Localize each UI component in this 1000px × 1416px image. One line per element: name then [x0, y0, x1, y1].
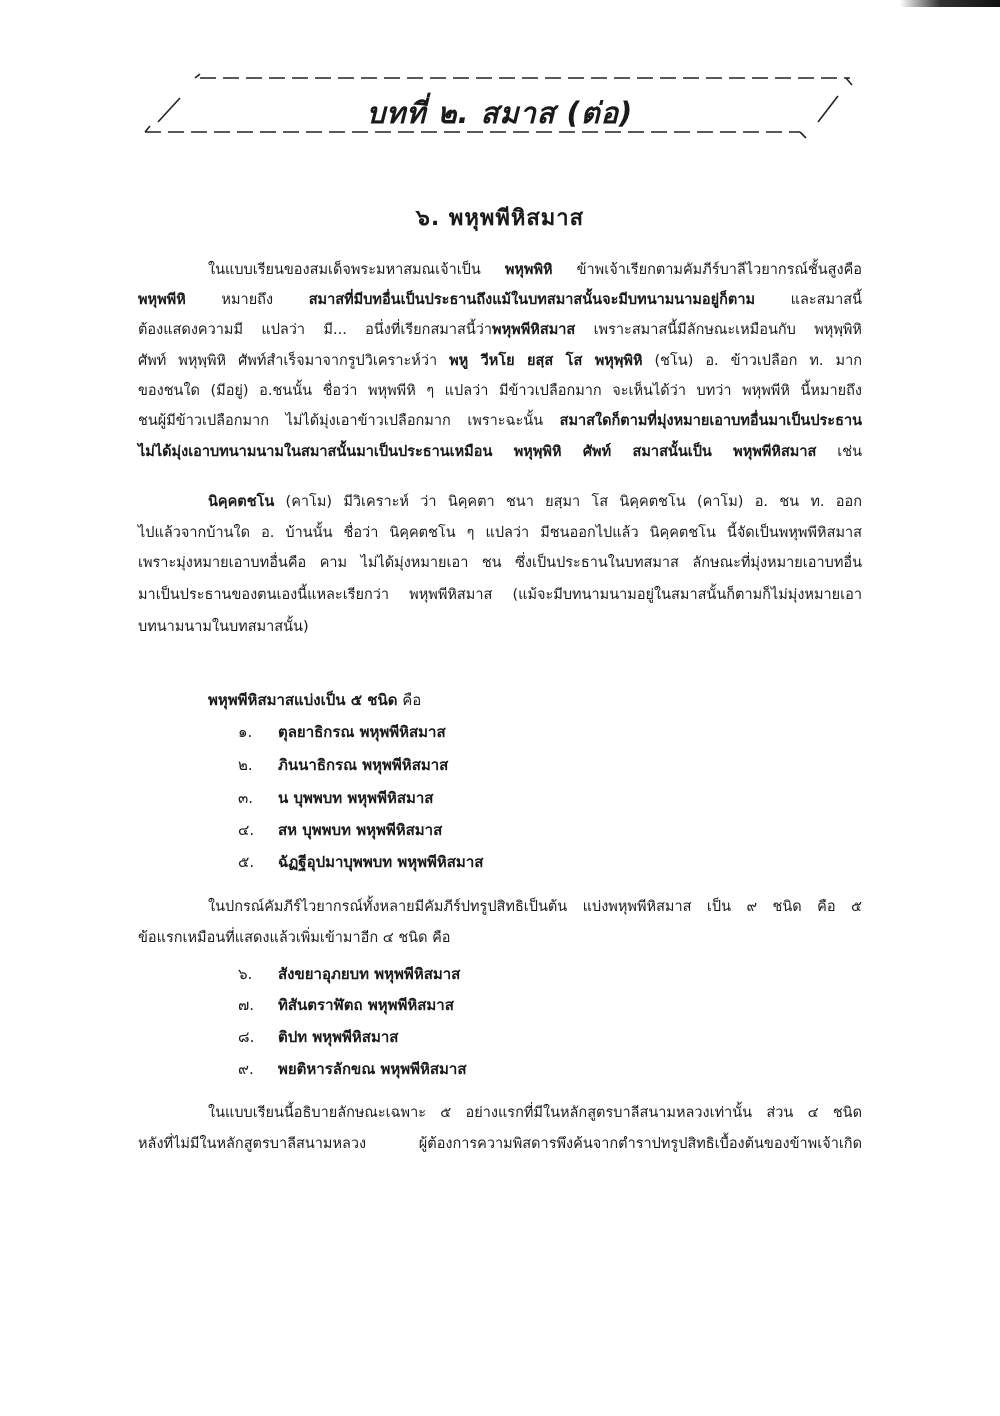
para1-line: ศัพท์ พหุพฺพิหิ ศัพท์สำเร็จมาจากรูปวิเคราะห์ว่า พหู วีหโย ยสฺส โส พหุพฺพิหิ (ชโน) อ. ข้าวเปลือก ท. มาก	[138, 353, 862, 369]
para2-line: มาเป็นประธานของตนเองนี้แหละเรียกว่า พหุพพีหิสมาส (แม้จะมีบทนามนามอยู่ในสมาสนั้นก็ตามก็ไม่มุ่งหมายเอา	[138, 587, 862, 603]
chapter-title: บทที่ ๒. สมาส (ต่อ)	[366, 96, 634, 130]
para1-line: ต้องแสดงความมี แปลว่า มี... อนึ่งที่เรียกสมาสนี้ว่าพหุพพีหิสมาส เพราะสมาสนี้มีลักษณะเหมือนกับ พหุพฺพิหิ	[138, 322, 862, 338]
para2-line: เพราะมุ่งหมายเอาบทอื่นคือ คาม ไม่ได้มุ่งหมายเอา ชน ซึ่งเป็นประธานในบทสมาส ลักษณะที่มุ่งหมายเอาบทอื่น	[138, 555, 862, 571]
para1-line: ชนผู้มีข้าวเปลือกมาก ไม่ได้มุ่งเอาข้าวเปลือกมาก เพราะฉะนั้น สมาสใดก็ตามที่มุ่งหมายเอาบทอื่นมาเป็นประธาน	[138, 413, 862, 429]
section-heading: ๖. พหุพพีหิสมาส	[415, 206, 585, 231]
para2-line: บทนามนามในบทสมาสนั้น)	[138, 619, 309, 635]
scan-edge-mark	[900, 0, 1000, 7]
para2-line: ไปแล้วจากบ้านใด อ. บ้านนั้น ชื่อว่า นิคฺคตชโน ๆ แปลว่า มีชนออกไปแล้ว นิคฺคตชโน นี้จัดเป็นพหุพพีหิสมาส	[138, 525, 862, 541]
para1-line: ในแบบเรียนของสมเด็จพระมหาสมณเจ้าเป็น พหุพพิหิ ข้าพเจ้าเรียกตามคัมภีร์บาลีไวยากรณ์ชั้นสูงคือ	[208, 262, 862, 278]
para1-line: ไม่ได้มุ่งเอาบทนามนามในสมาสนั้นมาเป็นประธานเหมือน พหุพฺพิหิ ศัพท์ สมาสนั้นเป็น พหุพพีหิสมาส เช่น	[138, 444, 862, 460]
para2-line: นิคฺคตชโน (คาโม) มีวิเคราะห์ ว่า นิคฺคตา ชนา ยสฺมา โส นิคฺคตชโน (คาโม) อ. ชน ท. ออก	[208, 494, 862, 510]
para4-line: หลังที่ไม่มีในหลักสูตรบาลีสนามหลวง ผู้ต้องการความพิสดารพึงค้นจากตำราปทรูปสิทธิเบื้องต้นของข้าพเจ้าเกิด	[138, 1136, 862, 1152]
para3-line: ข้อแรกเหมือนที่แสดงแล้วเพิ่มเข้ามาอีก ๔ ชนิด คือ	[138, 930, 451, 946]
para4-line: ในแบบเรียนนี้อธิบายลักษณะเฉพาะ ๕ อย่างแรกที่มีในหลักสูตรบาลีสนามหลวงเท่านั้น ส่วน ๔ ชนิด	[208, 1105, 862, 1121]
para1-line: พหุพพีหิ หมายถึง สมาสที่มีบทอื่นเป็นประธานถึงแม้ในบทสมาสนั้นจะมีบทนามนามอยู่ก็ตาม และสมาสนี้	[138, 292, 862, 308]
list-title: พหุพพีหิสมาสแบ่งเป็น ๕ ชนิด คือ	[208, 691, 422, 709]
para3-line: ในปกรณ์คัมภีร์ไวยากรณ์ทั้งหลายมีคัมภีร์ปทรูปสิทธิเป็นต้น แบ่งพหุพพีหิสมาส เป็น ๙ ชนิด คือ ๕	[208, 899, 862, 915]
document-page: บทที่ ๒. สมาส (ต่อ) ๖. พหุพพีหิสมาส ในแบบเรียนของสมเด็จพระมหาสมณเจ้าเป็น พหุพพิหิ ข้าพเจ้าเรียกตามคัมภีร์บาลีไวยากรณ์ชั้นสูงคือ พหุพพีหิ หมายถึง สมาสที่มีบทอื่นเป็นประธานถึงแม้ในบทสมาสนั้นจะมีบทนามนามอยู่ก็ตาม และสมาสนี้ ต้องแสดงความมี แปลว่า มี... อนึ่งที่เรียกสมาสนี้ว่าพหุพพีหิสมาส เพราะสมาสนี้มีลักษณะเหมือนกับ พหุพฺพิหิ ศัพท์ พหุพฺพิหิ ศัพท์สำเร็จมาจากรูปวิเคราะห์ว่า พหู วีหโย ยสฺส โส พหุพฺพิหิ (ชโน) อ. ข้าวเปลือก ท. มาก ของชนใด (มีอยู่) อ.ชนนั้น ชื่อว่า พหุพพีหิ ๆ แปลว่า มีข้าวเปลือกมาก จะเห็นได้ว่า บทว่า พหุพพีหิ นี้หมายถึง ชนผู้มีข้าวเปลือกมาก ไม่ได้มุ่งเอาข้าวเปลือกมาก เพราะฉะนั้น สมาสใดก็ตามที่มุ่งหมายเอาบทอื่นมาเป็นประธาน ไม่ได้มุ่งเอาบทนามนามในสมาสนั้นมาเป็นประธานเหมือน พหุพฺพิหิ ศัพท์ สมาสนั้นเป็น พหุพพีหิสมาส เช่น นิคฺคตชโน (คาโม) มีวิเคราะห์ ว่า นิคฺคตา ชนา ยสฺมา โส นิคฺคตชโน (คาโม) อ. ชน ท. ออก ไปแล้วจากบ้านใด อ. บ้านนั้น ชื่อว่า นิคฺคตชโน ๆ แปลว่า มีชนออกไปแล้ว นิคฺคตชโน นี้จัดเป็นพหุพพีหิสมาส เพราะมุ่งหมายเอาบทอื่นคือ คาม ไม่ได้มุ่งหมายเอา ชน ซึ่งเป็นประธานในบทสมาส ลักษณะที่มุ่งหมายเอาบทอื่น มาเป็นประธานของตนเองนี้แหละเรียกว่า พหุพพีหิสมาส (แม้จะมีบทนามนามอยู่ในสมาสนั้นก็ตามก็ไม่มุ่งหมายเอา บทนามนามในบทสมาสนั้น) พหุพพีหิสมาสแบ่งเป็น ๕ ชนิด คือ ๑. ตุลยาธิกรณ พหุพพีหิสมาส ๒. ภินนาธิกรณ พหุพพีหิสมาส ๓. น บุพพบท พหุพพีหิสมาส ๔. สห บุพพบท พหุพพีหิสมาส ๕. ฉัฏฐีอุปมาบุพพบท พหุพพีหิสมาส ในปกรณ์คัมภีร์ไวยากรณ์ทั้งหลายมีคัมภีร์ปทรูปสิทธิเป็นต้น แบ่งพหุพพีหิสมาส เป็น ๙ ชนิด คือ ๕ ข้อแรกเหมือนที่แสดงแล้วเพิ่มเข้ามาอีก ๔ ชนิด คือ ๖. สังขยาอุภยบท พหุพพีหิสมาส ๗. ทิสันตราฬัตถ พหุพพีหิสมาส ๘. ติปท พหุพพีหิสมาส ๙. พยติหารลักขณ พหุพพีหิสมาส ในแบบเรียนนี้อธิบายลักษณะเฉพาะ ๕ อย่างแรกที่มีในหลักสูตรบาลีสนามหลวงเท่านั้น ส่วน ๔ ชนิด หลังที่ไม่มีในหลักสูตรบาลีสนามหลวง ผู้ต้องการความพิสดารพึงค้นจากตำราปทรูปสิทธิเบื้องต้นของข้าพเจ้าเกิด	[0, 0, 1000, 1416]
chapter-banner	[0, 60, 1000, 160]
para1-line: ของชนใด (มีอยู่) อ.ชนนั้น ชื่อว่า พหุพพีหิ ๆ แปลว่า มีข้าวเปลือกมาก จะเห็นได้ว่า บทว่า พหุพพีหิ นี้หมายถึง	[138, 383, 862, 399]
